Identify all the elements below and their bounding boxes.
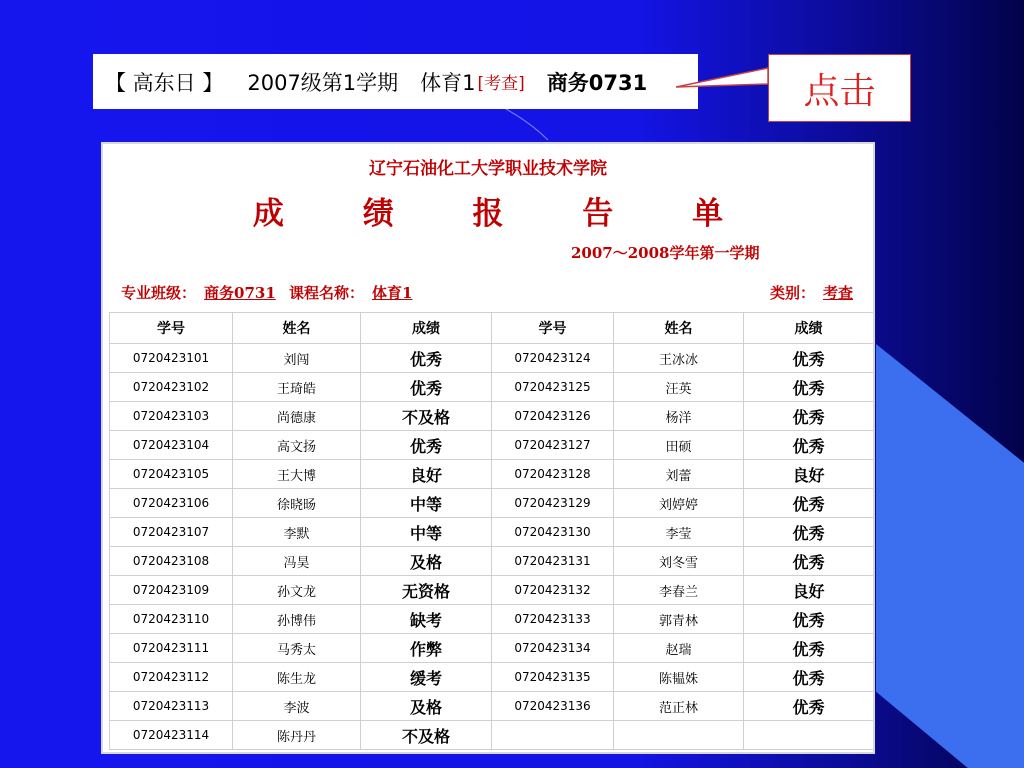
- student-name: 孙文龙: [233, 576, 361, 605]
- grade: 优秀: [744, 373, 874, 402]
- category-value: 考查: [822, 284, 853, 302]
- table-row: [110, 692, 874, 721]
- course-value: 体育1: [372, 284, 413, 302]
- table-row: [110, 721, 874, 750]
- student-id: 0720423132: [492, 576, 614, 605]
- grade: 不及格: [361, 721, 492, 750]
- student-name: 杨洋: [614, 402, 744, 431]
- student-id: 0720423128: [492, 460, 614, 489]
- grade: 良好: [744, 460, 874, 489]
- click-callout: [768, 54, 911, 122]
- grade: 优秀: [744, 402, 874, 431]
- course-label: 课程名称：: [289, 284, 365, 302]
- class-link[interactable]: 商务0731: [546, 70, 648, 95]
- student-name: 范正林: [614, 692, 744, 721]
- student-id: 0720423108: [110, 547, 233, 576]
- student-name: 马秀太: [233, 634, 361, 663]
- table-header-row: [110, 313, 874, 344]
- student-id: 0720423127: [492, 431, 614, 460]
- student-id: 0720423126: [492, 402, 614, 431]
- student-name: 王琦皓: [233, 373, 361, 402]
- grade: 优秀: [744, 489, 874, 518]
- table-row: [110, 489, 874, 518]
- grade: 不及格: [361, 402, 492, 431]
- report-meta: [121, 282, 861, 303]
- column-header: 成绩: [361, 313, 492, 344]
- student-name: 刘冬雪: [614, 547, 744, 576]
- column-header: 学号: [110, 313, 233, 344]
- student-name: 王冰冰: [614, 344, 744, 373]
- student-name: 刘婷婷: [614, 489, 744, 518]
- student-id: 0720423113: [110, 692, 233, 721]
- exam-type-link[interactable]: [考查]: [477, 74, 525, 94]
- student-id: 0720423133: [492, 605, 614, 634]
- grade: 优秀: [744, 547, 874, 576]
- student-name: 刘蕾: [614, 460, 744, 489]
- student-name: 田硕: [614, 431, 744, 460]
- student-name: 陈生龙: [233, 663, 361, 692]
- table-row: [110, 518, 874, 547]
- column-header: 姓名: [614, 313, 744, 344]
- student-id: 0720423135: [492, 663, 614, 692]
- grade: 优秀: [744, 605, 874, 634]
- table-row: [110, 431, 874, 460]
- table-row: [110, 634, 874, 663]
- student-name: [614, 721, 744, 750]
- student-id: 0720423101: [110, 344, 233, 373]
- grade: 优秀: [744, 663, 874, 692]
- student-name: 陈韫姝: [614, 663, 744, 692]
- class-label: 专业班级：: [121, 284, 197, 302]
- student-name: 刘闯: [233, 344, 361, 373]
- column-header: 学号: [492, 313, 614, 344]
- student-id: 0720423131: [492, 547, 614, 576]
- student-name: 徐晓旸: [233, 489, 361, 518]
- student-id: 0720423134: [492, 634, 614, 663]
- student-id: 0720423114: [110, 721, 233, 750]
- student-id: 0720423104: [110, 431, 233, 460]
- grade: 优秀: [744, 431, 874, 460]
- student-id: 0720423111: [110, 634, 233, 663]
- column-header: 姓名: [233, 313, 361, 344]
- class-value: 商务0731: [204, 284, 276, 302]
- student-id: 0720423103: [110, 402, 233, 431]
- table-row: [110, 344, 874, 373]
- grade: 优秀: [361, 344, 492, 373]
- course-name: 体育1: [420, 70, 476, 95]
- student-name: 郭青林: [614, 605, 744, 634]
- student-name: 李默: [233, 518, 361, 547]
- report-title: 成 绩 报 告 单: [252, 196, 758, 232]
- grade: 优秀: [361, 373, 492, 402]
- student-id: 0720423107: [110, 518, 233, 547]
- grade: 作弊: [361, 634, 492, 663]
- grade: [744, 721, 874, 750]
- breadcrumb: [93, 54, 698, 109]
- student-name: 尚德康: [233, 402, 361, 431]
- student-id: 0720423110: [110, 605, 233, 634]
- student-name: 陈丹丹: [233, 721, 361, 750]
- student-name: 李波: [233, 692, 361, 721]
- student-name: 孙博伟: [233, 605, 361, 634]
- grade: 中等: [361, 489, 492, 518]
- grade: 无资格: [361, 576, 492, 605]
- grade: 中等: [361, 518, 492, 547]
- category: [770, 282, 861, 303]
- table-row: [110, 460, 874, 489]
- student-id: 0720423105: [110, 460, 233, 489]
- grade: 优秀: [744, 344, 874, 373]
- column-header: 成绩: [744, 313, 874, 344]
- student-name: 李莹: [614, 518, 744, 547]
- student-name: 王大博: [233, 460, 361, 489]
- grade: 缓考: [361, 663, 492, 692]
- table-row: [110, 576, 874, 605]
- callout-label: 点击: [803, 70, 876, 112]
- student-name: 冯昊: [233, 547, 361, 576]
- table-row: [110, 402, 874, 431]
- teacher-name: 【 高东日 】: [105, 70, 224, 95]
- grades-table: [109, 312, 874, 750]
- student-name: 李春兰: [614, 576, 744, 605]
- grade: 优秀: [361, 431, 492, 460]
- student-id: 0720423125: [492, 373, 614, 402]
- grade: 优秀: [744, 518, 874, 547]
- student-id: 0720423109: [110, 576, 233, 605]
- term-label: 2007级第1学期: [247, 70, 399, 95]
- student-name: 汪英: [614, 373, 744, 402]
- grade: 良好: [744, 576, 874, 605]
- school-name: 辽宁石油化工大学职业技术学院: [369, 159, 607, 179]
- category-label: 类别：: [769, 284, 815, 302]
- student-id: 0720423136: [492, 692, 614, 721]
- grade: 优秀: [744, 692, 874, 721]
- grade: 及格: [361, 692, 492, 721]
- grade: 及格: [361, 547, 492, 576]
- student-id: 0720423102: [110, 373, 233, 402]
- grade-report: [101, 142, 875, 754]
- report-term: 2007～2008学年第一学期: [571, 244, 760, 262]
- grade: 优秀: [744, 634, 874, 663]
- table-row: [110, 547, 874, 576]
- grade: 良好: [361, 460, 492, 489]
- grade: 缺考: [361, 605, 492, 634]
- student-id: 0720423112: [110, 663, 233, 692]
- student-id: [492, 721, 614, 750]
- student-id: 0720423106: [110, 489, 233, 518]
- student-id: 0720423130: [492, 518, 614, 547]
- student-name: 高文扬: [233, 431, 361, 460]
- student-name: 赵瑞: [614, 634, 744, 663]
- student-id: 0720423129: [492, 489, 614, 518]
- table-row: [110, 663, 874, 692]
- student-id: 0720423124: [492, 344, 614, 373]
- table-row: [110, 605, 874, 634]
- table-row: [110, 373, 874, 402]
